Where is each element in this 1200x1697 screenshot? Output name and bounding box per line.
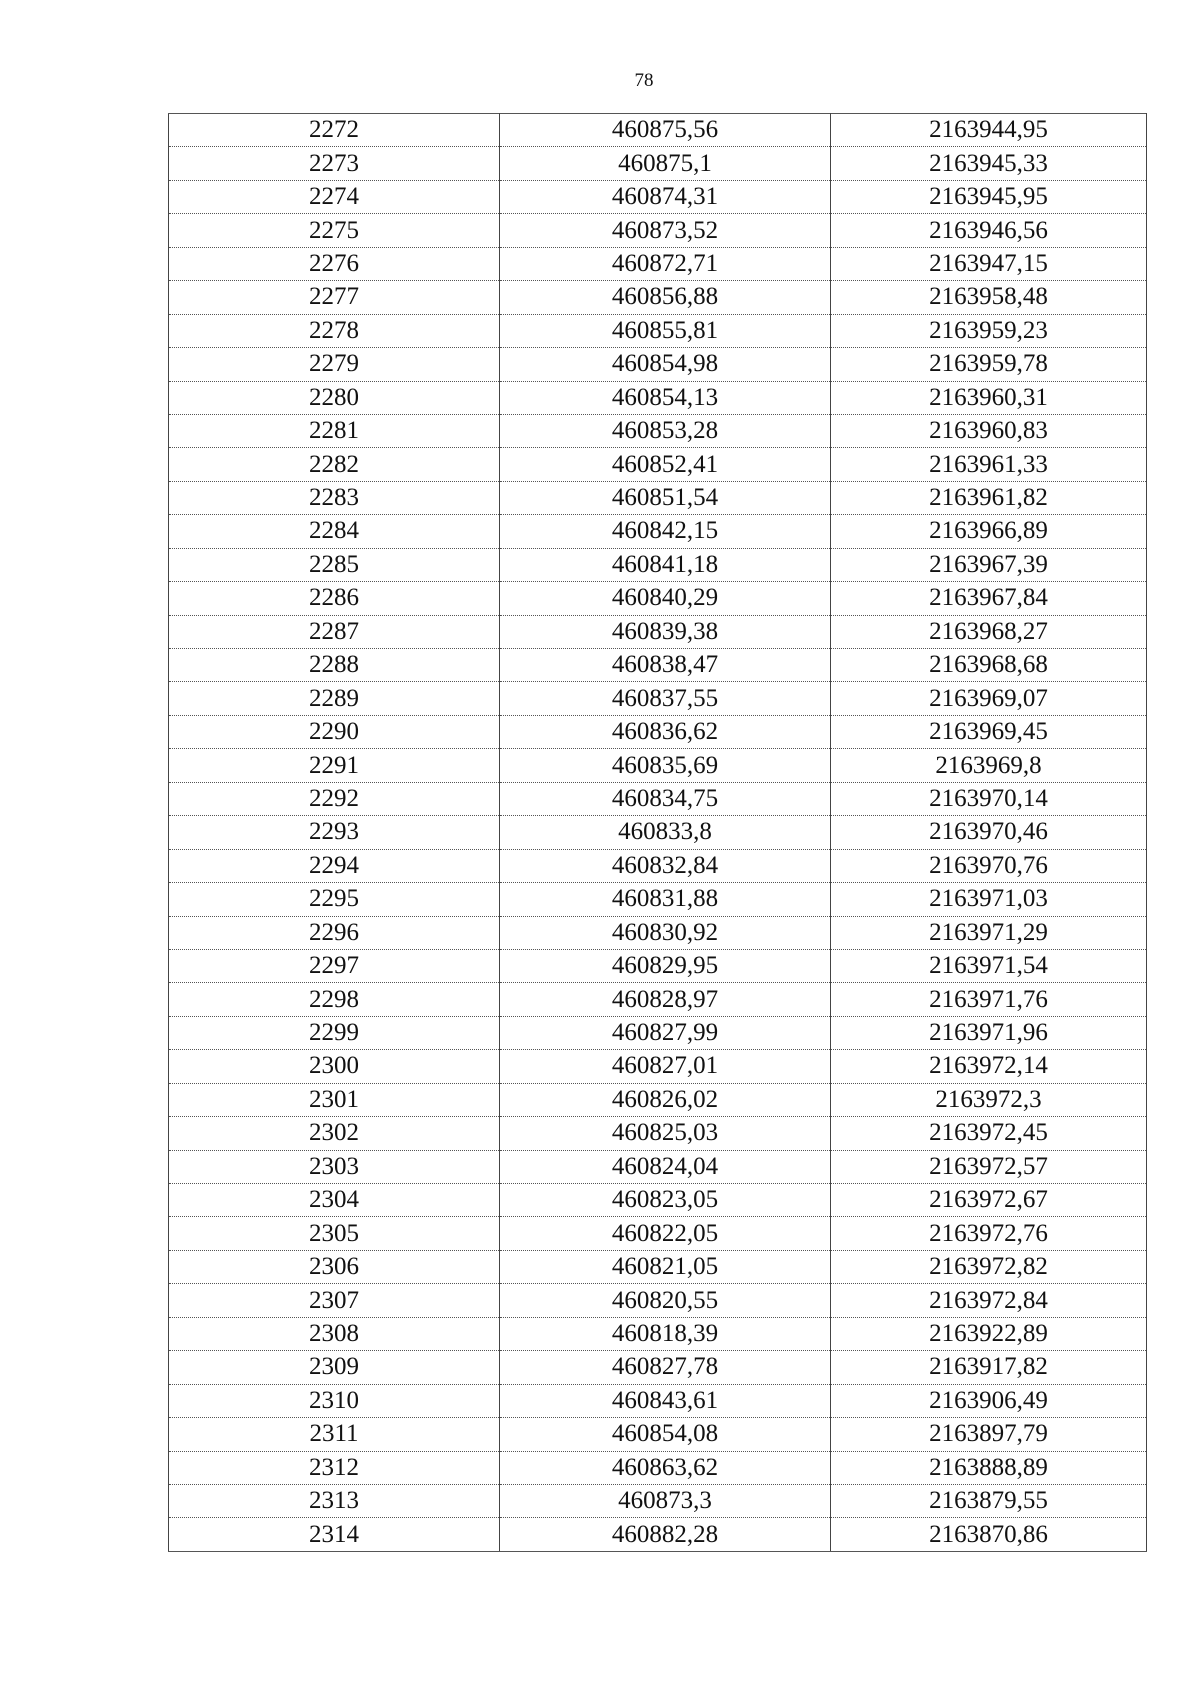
point-number-cell: 2284 [169, 515, 500, 548]
x-coordinate-cell: 460833,8 [500, 816, 831, 849]
point-number-cell: 2292 [169, 782, 500, 815]
page-number: 78 [634, 70, 654, 91]
y-coordinate-cell: 2163970,14 [831, 782, 1147, 815]
y-coordinate-cell: 2163897,79 [831, 1418, 1147, 1451]
x-coordinate-cell: 460852,41 [500, 448, 831, 481]
table-row [169, 582, 1147, 615]
x-coordinate-cell: 460882,28 [500, 1518, 831, 1551]
y-coordinate-cell: 2163961,82 [831, 481, 1147, 514]
table-row [169, 414, 1147, 447]
point-number-cell: 2291 [169, 749, 500, 782]
y-coordinate-cell: 2163960,83 [831, 414, 1147, 447]
y-coordinate-cell: 2163966,89 [831, 515, 1147, 548]
x-coordinate-cell: 460835,69 [500, 749, 831, 782]
table-row [169, 515, 1147, 548]
table-row [169, 1150, 1147, 1183]
y-coordinate-cell: 2163971,96 [831, 1016, 1147, 1049]
x-coordinate-cell: 460834,75 [500, 782, 831, 815]
y-coordinate-cell: 2163972,3 [831, 1083, 1147, 1116]
point-number-cell: 2296 [169, 916, 500, 949]
point-number-cell: 2304 [169, 1184, 500, 1217]
y-coordinate-cell: 2163968,27 [831, 615, 1147, 648]
point-number-cell: 2306 [169, 1250, 500, 1283]
y-coordinate-cell: 2163971,03 [831, 883, 1147, 916]
table-row [169, 682, 1147, 715]
table-row [169, 1184, 1147, 1217]
point-number-cell: 2276 [169, 247, 500, 280]
y-coordinate-cell: 2163972,14 [831, 1050, 1147, 1083]
x-coordinate-cell: 460840,29 [500, 582, 831, 615]
table-row [169, 147, 1147, 180]
point-number-cell: 2312 [169, 1451, 500, 1484]
x-coordinate-cell: 460822,05 [500, 1217, 831, 1250]
x-coordinate-cell: 460836,62 [500, 715, 831, 748]
table-row [169, 715, 1147, 748]
x-coordinate-cell: 460821,05 [500, 1250, 831, 1283]
table-row [169, 1284, 1147, 1317]
y-coordinate-cell: 2163946,56 [831, 214, 1147, 247]
table-row [169, 1217, 1147, 1250]
y-coordinate-cell: 2163870,86 [831, 1518, 1147, 1551]
y-coordinate-cell: 2163959,78 [831, 348, 1147, 381]
x-coordinate-cell: 460823,05 [500, 1184, 831, 1217]
x-coordinate-cell: 460855,81 [500, 314, 831, 347]
table-row [169, 1451, 1147, 1484]
point-number-cell: 2280 [169, 381, 500, 414]
coordinates-table-body [169, 114, 1147, 1552]
table-row [169, 1317, 1147, 1350]
x-coordinate-cell: 460854,98 [500, 348, 831, 381]
point-number-cell: 2277 [169, 281, 500, 314]
x-coordinate-cell: 460839,38 [500, 615, 831, 648]
x-coordinate-cell: 460875,1 [500, 147, 831, 180]
point-number-cell: 2283 [169, 481, 500, 514]
y-coordinate-cell: 2163969,45 [831, 715, 1147, 748]
y-coordinate-cell: 2163972,57 [831, 1150, 1147, 1183]
y-coordinate-cell: 2163945,33 [831, 147, 1147, 180]
table-row [169, 281, 1147, 314]
x-coordinate-cell: 460820,55 [500, 1284, 831, 1317]
point-number-cell: 2307 [169, 1284, 500, 1317]
point-number-cell: 2286 [169, 582, 500, 615]
point-number-cell: 2303 [169, 1150, 500, 1183]
x-coordinate-cell: 460851,54 [500, 481, 831, 514]
point-number-cell: 2289 [169, 682, 500, 715]
point-number-cell: 2309 [169, 1351, 500, 1384]
point-number-cell: 2281 [169, 414, 500, 447]
table-row [169, 314, 1147, 347]
table-row [169, 615, 1147, 648]
table-row [169, 180, 1147, 213]
table-row [169, 247, 1147, 280]
y-coordinate-cell: 2163888,89 [831, 1451, 1147, 1484]
y-coordinate-cell: 2163972,82 [831, 1250, 1147, 1283]
table-row [169, 1518, 1147, 1551]
point-number-cell: 2314 [169, 1518, 500, 1551]
table-row [169, 1351, 1147, 1384]
x-coordinate-cell: 460872,71 [500, 247, 831, 280]
table-row [169, 649, 1147, 682]
point-number-cell: 2308 [169, 1317, 500, 1350]
y-coordinate-cell: 2163970,46 [831, 816, 1147, 849]
table-row [169, 214, 1147, 247]
y-coordinate-cell: 2163959,23 [831, 314, 1147, 347]
point-number-cell: 2272 [169, 114, 500, 147]
y-coordinate-cell: 2163968,68 [831, 649, 1147, 682]
y-coordinate-cell: 2163960,31 [831, 381, 1147, 414]
x-coordinate-cell: 460818,39 [500, 1317, 831, 1350]
x-coordinate-cell: 460854,08 [500, 1418, 831, 1451]
table-row [169, 1117, 1147, 1150]
point-number-cell: 2288 [169, 649, 500, 682]
y-coordinate-cell: 2163971,54 [831, 949, 1147, 982]
y-coordinate-cell: 2163969,07 [831, 682, 1147, 715]
table-row [169, 1250, 1147, 1283]
point-number-cell: 2274 [169, 180, 500, 213]
x-coordinate-cell: 460838,47 [500, 649, 831, 682]
y-coordinate-cell: 2163972,67 [831, 1184, 1147, 1217]
point-number-cell: 2282 [169, 448, 500, 481]
table-row [169, 916, 1147, 949]
y-coordinate-cell: 2163972,45 [831, 1117, 1147, 1150]
y-coordinate-cell: 2163944,95 [831, 114, 1147, 147]
point-number-cell: 2273 [169, 147, 500, 180]
table-row [169, 816, 1147, 849]
x-coordinate-cell: 460832,84 [500, 849, 831, 882]
table-row [169, 114, 1147, 147]
y-coordinate-cell: 2163906,49 [831, 1384, 1147, 1417]
y-coordinate-cell: 2163958,48 [831, 281, 1147, 314]
point-number-cell: 2290 [169, 715, 500, 748]
table-row [169, 949, 1147, 982]
point-number-cell: 2279 [169, 348, 500, 381]
table-row [169, 849, 1147, 882]
point-number-cell: 2287 [169, 615, 500, 648]
x-coordinate-cell: 460875,56 [500, 114, 831, 147]
x-coordinate-cell: 460827,99 [500, 1016, 831, 1049]
table-row [169, 1418, 1147, 1451]
y-coordinate-cell: 2163971,76 [831, 983, 1147, 1016]
point-number-cell: 2297 [169, 949, 500, 982]
point-number-cell: 2302 [169, 1117, 500, 1150]
x-coordinate-cell: 460828,97 [500, 983, 831, 1016]
table-row [169, 448, 1147, 481]
x-coordinate-cell: 460873,52 [500, 214, 831, 247]
x-coordinate-cell: 460831,88 [500, 883, 831, 916]
y-coordinate-cell: 2163967,84 [831, 582, 1147, 615]
x-coordinate-cell: 460826,02 [500, 1083, 831, 1116]
point-number-cell: 2275 [169, 214, 500, 247]
table-row [169, 749, 1147, 782]
x-coordinate-cell: 460874,31 [500, 180, 831, 213]
table-row [169, 1384, 1147, 1417]
x-coordinate-cell: 460856,88 [500, 281, 831, 314]
point-number-cell: 2294 [169, 849, 500, 882]
y-coordinate-cell: 2163922,89 [831, 1317, 1147, 1350]
point-number-cell: 2295 [169, 883, 500, 916]
x-coordinate-cell: 460824,04 [500, 1150, 831, 1183]
y-coordinate-cell: 2163947,15 [831, 247, 1147, 280]
point-number-cell: 2305 [169, 1217, 500, 1250]
point-number-cell: 2299 [169, 1016, 500, 1049]
x-coordinate-cell: 460827,78 [500, 1351, 831, 1384]
y-coordinate-cell: 2163969,8 [831, 749, 1147, 782]
table-row [169, 481, 1147, 514]
x-coordinate-cell: 460829,95 [500, 949, 831, 982]
y-coordinate-cell: 2163970,76 [831, 849, 1147, 882]
point-number-cell: 2298 [169, 983, 500, 1016]
table-row [169, 983, 1147, 1016]
table-row [169, 883, 1147, 916]
point-number-cell: 2310 [169, 1384, 500, 1417]
y-coordinate-cell: 2163967,39 [831, 548, 1147, 581]
y-coordinate-cell: 2163972,84 [831, 1284, 1147, 1317]
table-row [169, 1016, 1147, 1049]
y-coordinate-cell: 2163879,55 [831, 1484, 1147, 1517]
y-coordinate-cell: 2163972,76 [831, 1217, 1147, 1250]
table-row [169, 1050, 1147, 1083]
x-coordinate-cell: 460853,28 [500, 414, 831, 447]
x-coordinate-cell: 460827,01 [500, 1050, 831, 1083]
x-coordinate-cell: 460843,61 [500, 1384, 831, 1417]
x-coordinate-cell: 460825,03 [500, 1117, 831, 1150]
x-coordinate-cell: 460873,3 [500, 1484, 831, 1517]
point-number-cell: 2311 [169, 1418, 500, 1451]
table-row [169, 548, 1147, 581]
point-number-cell: 2300 [169, 1050, 500, 1083]
x-coordinate-cell: 460841,18 [500, 548, 831, 581]
coordinates-table [168, 113, 1147, 1552]
point-number-cell: 2285 [169, 548, 500, 581]
table-row [169, 381, 1147, 414]
table-row [169, 1083, 1147, 1116]
x-coordinate-cell: 460842,15 [500, 515, 831, 548]
point-number-cell: 2313 [169, 1484, 500, 1517]
point-number-cell: 2278 [169, 314, 500, 347]
table-row [169, 1484, 1147, 1517]
y-coordinate-cell: 2163945,95 [831, 180, 1147, 213]
x-coordinate-cell: 460837,55 [500, 682, 831, 715]
point-number-cell: 2301 [169, 1083, 500, 1116]
table-row [169, 348, 1147, 381]
table-row [169, 782, 1147, 815]
point-number-cell: 2293 [169, 816, 500, 849]
y-coordinate-cell: 2163971,29 [831, 916, 1147, 949]
x-coordinate-cell: 460863,62 [500, 1451, 831, 1484]
x-coordinate-cell: 460854,13 [500, 381, 831, 414]
y-coordinate-cell: 2163917,82 [831, 1351, 1147, 1384]
y-coordinate-cell: 2163961,33 [831, 448, 1147, 481]
x-coordinate-cell: 460830,92 [500, 916, 831, 949]
